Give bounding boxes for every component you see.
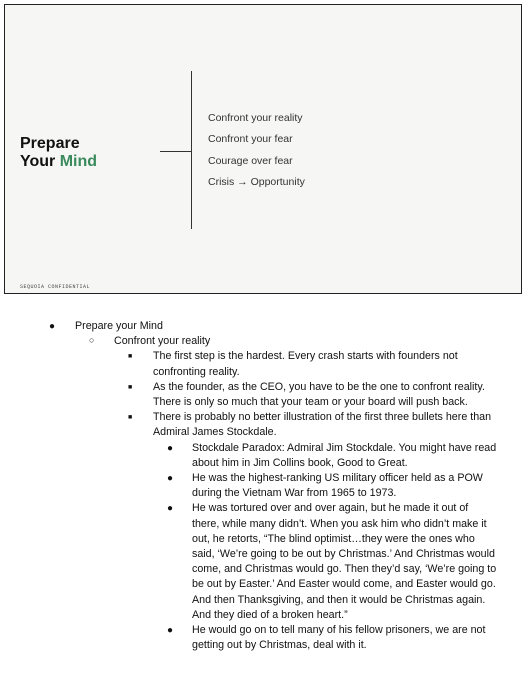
notes-subpoint (0, 471, 498, 501)
title-your: Your (20, 153, 60, 170)
confidential-footer: SEQUOIA CONFIDENTIAL (20, 284, 91, 290)
notes-point (0, 349, 528, 379)
notes-point-text: The first step is the hardest. Every crash starts with founders not confronting reality. (153, 350, 458, 378)
notes-subpoint-text: He was the highest-ranking US military officer held as a POW during the Vietnam War from 1965 to 1973. (192, 472, 483, 500)
notes-subpoint-text: He was tortured over and over again, but he made it out of there, while many didn’t. When you ask him who didn’t make it out, he retorts, “The blind optimist…they were the ones who said, ‘We’re going to be out by Christmas.’ And Christmas would come, and Christmas would go. Then they’d say, ‘We’re going to be out by Easter.’ And Easter would come, and Easter would go. And then Thanksgiving, and then it would be Christmas again. And they died of a broken heart.” (192, 502, 497, 621)
title-mind-accent: Mind (59, 153, 98, 170)
notes-item-level1 (0, 319, 528, 653)
bullet-square-icon: ■ (128, 353, 133, 361)
notes-subpoint (0, 441, 498, 471)
slide-item: Confront your fear (208, 133, 293, 146)
slide-item: Crisis → Opportunity (208, 175, 305, 188)
bullet-disc-icon: ● (49, 321, 56, 332)
slide-item: Courage over fear (208, 154, 293, 167)
notes-point (0, 380, 528, 410)
slide-item: Confront your reality (208, 112, 303, 124)
notes-point-text: As the founder, as the CEO, you have to be the one to confront reality. There is only so much that your team or your board will push back. (153, 380, 485, 409)
connector-line (160, 151, 191, 152)
slide-thumbnail (4, 4, 522, 294)
slide-item-list (208, 108, 305, 193)
bullet-disc-icon: ● (167, 625, 174, 637)
notes-level2-text: Confront your reality (114, 335, 211, 348)
notes-item-level2 (0, 334, 528, 653)
title-line-1: Prepare (20, 135, 80, 152)
notes-point-text: There is probably no better illustration of the first three bullets here than Admiral James Stockdale. (153, 411, 492, 439)
slide-title (20, 135, 97, 171)
notes-subpoint (0, 501, 498, 623)
notes-point (0, 410, 528, 653)
notes-subpoint-text: Stockdale Paradox: Admiral Jim Stockdale. You might have read about him in Jim Collins book, Good to Great. (192, 441, 497, 469)
title-line-2 (20, 153, 97, 171)
divider-line (191, 71, 192, 229)
bullet-square-icon: ■ (128, 414, 133, 422)
speaker-notes (0, 319, 528, 653)
notes-subpoint-text: He would go on to tell many of his fellow prisoners, we are not getting out by Christmas, deal with it. (192, 624, 486, 652)
bullet-circle-icon: ○ (89, 335, 95, 346)
bullet-disc-icon: ● (167, 473, 174, 485)
bullet-square-icon: ■ (128, 383, 133, 391)
notes-subpoint (0, 623, 498, 653)
bullet-disc-icon: ● (167, 442, 174, 454)
notes-level1-text: Prepare your Mind (75, 320, 163, 332)
bullet-disc-icon: ● (167, 503, 174, 515)
